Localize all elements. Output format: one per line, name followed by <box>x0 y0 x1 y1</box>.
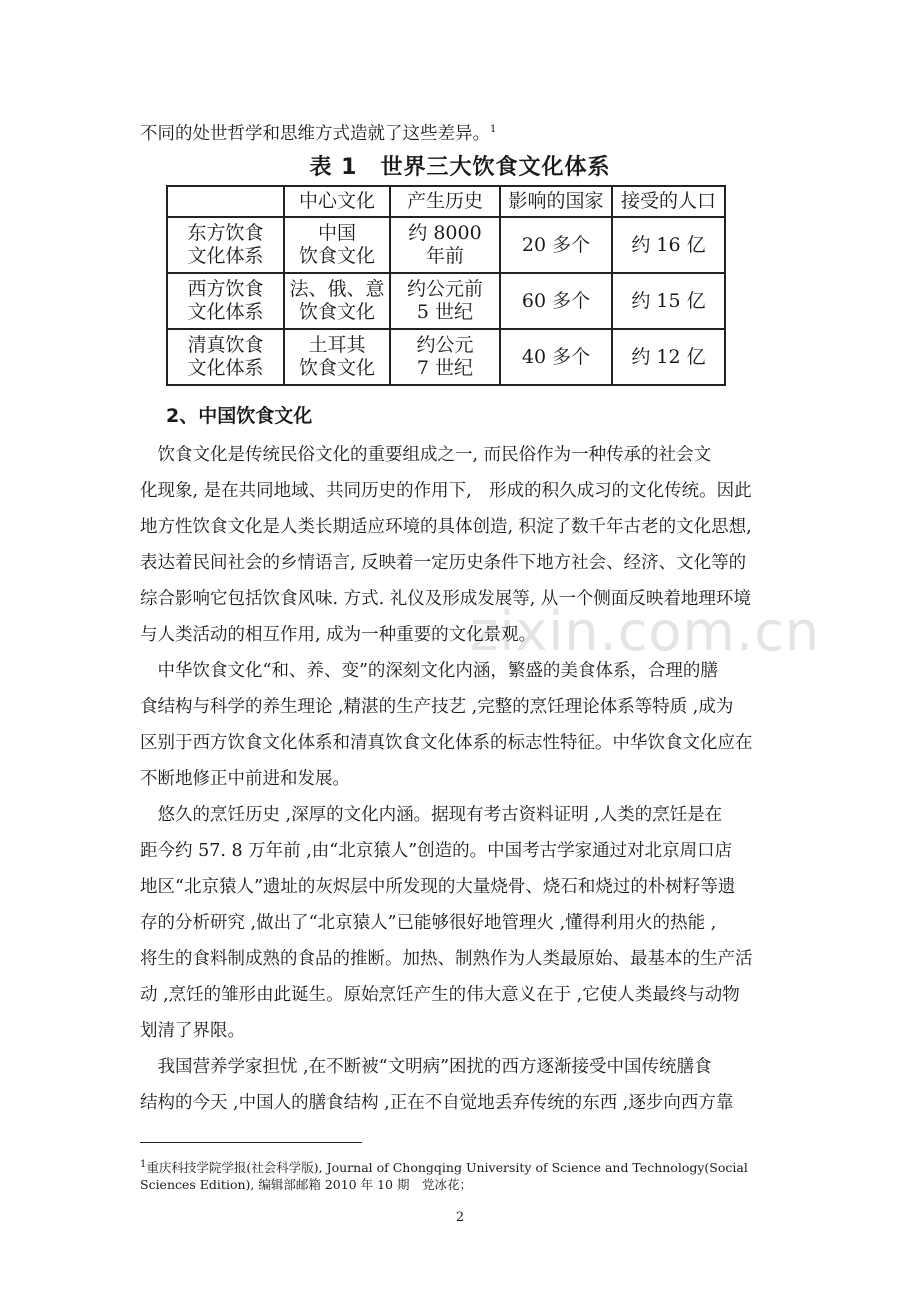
body-line: 不断地修正中前进和发展。 <box>140 769 350 789</box>
table-row <box>167 329 725 385</box>
header-cell: 中心文化 <box>284 186 390 217</box>
watermark: zixin.com.cn <box>470 600 821 663</box>
cell-line: 年前 <box>425 245 464 267</box>
body-line: 距今约 57. 8 万年前 ,由“北京猿人”创造的。中国考古学家通过对北京周口店 <box>140 841 733 861</box>
countries-cell: 60 多个 <box>500 273 612 329</box>
footnote <box>140 1156 780 1193</box>
body-line: 中华饮食文化“和、养、变”的深刻文化内涵，繁盛的美食体系，合理的膳 <box>140 661 718 681</box>
center-culture-cell <box>284 273 390 329</box>
header-cell: 接受的人口 <box>612 186 725 217</box>
population-cell: 约 16 亿 <box>612 217 725 273</box>
body-line: 动 ,烹饪的雏形由此诞生。原始烹饪产生的伟大意义在于 ,它使人类最终与动物 <box>140 985 740 1005</box>
center-culture-cell <box>284 217 390 273</box>
cell-line: 饮食文化 <box>298 357 375 379</box>
cell-line: 5 世纪 <box>416 301 474 323</box>
countries-cell: 40 多个 <box>500 329 612 385</box>
body-line: 划清了界限。 <box>140 1021 245 1041</box>
row-name-cell <box>167 273 284 329</box>
header-cell: 影响的国家 <box>500 186 612 217</box>
body-line: 地区“北京猿人”遗址的灰烬层中所发现的大量烧骨、烧石和烧过的朴树籽等遗 <box>140 877 736 897</box>
cell-line: 西方饮食 <box>187 278 264 300</box>
footnote-separator <box>140 1142 362 1143</box>
body-line: 存的分析研究 ,做出了“北京猿人”已能够很好地管理火 ,懂得利用火的热能 , <box>140 913 717 933</box>
history-cell <box>390 217 500 273</box>
body-line: 悠久的烹饪历史 ,深厚的文化内涵。据现有考古资料证明 ,人类的烹饪是在 <box>140 805 723 825</box>
page-number: 2 <box>455 1210 465 1225</box>
body-line: 化现象, 是在共同地域、共同历史的作用下, 形成的积久成习的文化传统。因此 <box>140 481 752 501</box>
table-row <box>167 273 725 329</box>
cell-line: 清真饮食 <box>187 334 264 356</box>
body-line: 与人类活动的相互作用, 成为一种重要的文化景观。 <box>140 625 537 645</box>
cell-line: 东方饮食 <box>187 222 264 244</box>
history-cell <box>390 273 500 329</box>
body-line: 将生的食料制成熟的食品的推断。加热、制熟作为人类最原始、最基本的生产活 <box>140 949 753 969</box>
intro-line <box>140 118 496 146</box>
body-line: 综合影响它包括饮食风味. 方式. 礼仪及形成发展等, 从一个侧面反映着地理环境 <box>140 589 751 609</box>
body-line: 我国营养学家担忧 ,在不断被“文明病”困扰的西方逐渐接受中国传统膳食 <box>140 1057 712 1077</box>
cell-line: 法、俄、意 <box>289 278 385 300</box>
food-culture-table <box>166 185 726 386</box>
cell-line: 文化体系 <box>187 357 264 379</box>
body-line: 表达着民间社会的乡情语言, 反映着一定历史条件下地方社会、经济、文化等的 <box>140 553 747 573</box>
population-cell: 约 15 亿 <box>612 273 725 329</box>
cell-line: 文化体系 <box>187 301 264 323</box>
body-line: 食结构与科学的养生理论 ,精湛的生产技艺 ,完整的烹饪理论体系等特质 ,成为 <box>140 697 734 717</box>
cell-line: 饮食文化 <box>298 301 375 323</box>
countries-cell: 20 多个 <box>500 217 612 273</box>
footnote-mark: 1 <box>140 1159 147 1170</box>
cell-line: 中国 <box>317 222 356 244</box>
table-header-row <box>167 186 725 217</box>
table-row <box>167 217 725 273</box>
cell-line: 饮食文化 <box>298 245 375 267</box>
cell-line: 土耳其 <box>308 334 366 356</box>
body-line: 结构的今天 ,中国人的膳食结构 ,正在不自觉地丢弃传统的东西 ,逐步向西方靠 <box>140 1093 734 1113</box>
cell-line: 约公元 <box>416 334 474 356</box>
body-line: 地方性饮食文化是人类长期适应环境的具体创造, 积淀了数千年古老的文化思想, <box>140 517 752 537</box>
row-name-cell <box>167 329 284 385</box>
cell-line: 约公元前 <box>406 278 483 300</box>
history-cell <box>390 329 500 385</box>
body-line: 饮食文化是传统民俗文化的重要组成之一, 而民俗作为一种传承的社会文 <box>140 445 712 465</box>
table-title: 表 1 世界三大饮食文化体系 <box>309 155 611 180</box>
center-culture-cell <box>284 329 390 385</box>
cell-line: 7 世纪 <box>416 357 474 379</box>
population-cell: 约 12 亿 <box>612 329 725 385</box>
row-name-cell <box>167 217 284 273</box>
header-cell: 产生历史 <box>390 186 500 217</box>
footnote-ref[interactable]: 1 <box>490 124 497 135</box>
body-line: 区别于西方饮食文化体系和清真饮食文化体系的标志性特征。中华饮食文化应在 <box>140 733 753 753</box>
section-heading: 2、中国饮食文化 <box>166 405 313 427</box>
cell-line: 文化体系 <box>187 245 264 267</box>
intro-text: 不同的处世哲学和思维方式造就了这些差异。 <box>140 123 490 144</box>
footnote-text: 重庆科技学院学报(社会科学版), Journal of Chongqing University of Science and Technology(Social Sciences Edition), 编辑部邮箱 2010 年 10 期 党冰花； <box>140 1160 748 1193</box>
cell-line: 约 8000 <box>408 222 482 244</box>
header-cell <box>167 186 284 217</box>
